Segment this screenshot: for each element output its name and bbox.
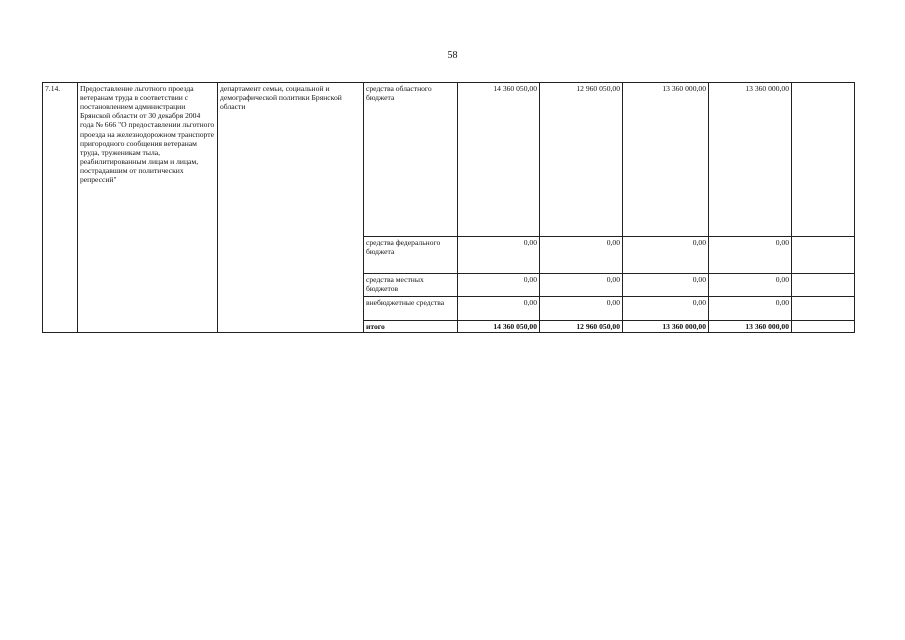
amount-cell: 13 360 000,00 xyxy=(623,83,709,237)
total-amount-cell: 14 360 050,00 xyxy=(458,321,540,333)
total-amount-cell: 13 360 000,00 xyxy=(623,321,709,333)
funding-source: средства местных бюджетов xyxy=(364,274,458,297)
amount-cell: 0,00 xyxy=(623,274,709,297)
total-amount-cell: 13 360 000,00 xyxy=(709,321,792,333)
extra-cell xyxy=(792,321,855,333)
funding-source: средства федерального бюджета xyxy=(364,237,458,274)
total-amount-cell: 12 960 050,00 xyxy=(540,321,623,333)
amount-cell: 0,00 xyxy=(540,237,623,274)
extra-cell xyxy=(792,83,855,237)
budget-table xyxy=(42,82,855,333)
row-index: 7.14. xyxy=(43,83,78,333)
amount-cell: 0,00 xyxy=(458,297,540,321)
amount-cell: 0,00 xyxy=(540,297,623,321)
amount-cell: 0,00 xyxy=(458,237,540,274)
activity-description: Предоставление льготного проезда ветеранам труда в соответствии с постановлением администрации Брянской области от 30 декабря 2004 года № 666 "О предоставлении льготного проезда на железнодорожном транспорте пригородного сообщения ветеранам труда, труженикам тыла, реабилитированным лицам и лицам, пострадавшим от политических репрессий" xyxy=(78,83,218,333)
amount-cell: 0,00 xyxy=(540,274,623,297)
amount-cell: 14 360 050,00 xyxy=(458,83,540,237)
amount-cell: 0,00 xyxy=(623,297,709,321)
extra-cell xyxy=(792,297,855,321)
amount-cell: 12 960 050,00 xyxy=(540,83,623,237)
amount-cell: 13 360 000,00 xyxy=(709,83,792,237)
executor: департамент семьи, социальной и демографической политики Брянской области xyxy=(218,83,364,333)
table-row xyxy=(43,83,855,237)
funding-source: средства областного бюджета xyxy=(364,83,458,237)
amount-cell: 0,00 xyxy=(623,237,709,274)
extra-cell xyxy=(792,274,855,297)
funding-source: итого xyxy=(364,321,458,333)
amount-cell: 0,00 xyxy=(709,274,792,297)
extra-cell xyxy=(792,237,855,274)
amount-cell: 0,00 xyxy=(709,297,792,321)
funding-source: внебюджетные средства xyxy=(364,297,458,321)
amount-cell: 0,00 xyxy=(709,237,792,274)
page-number: 58 xyxy=(447,50,458,61)
amount-cell: 0,00 xyxy=(458,274,540,297)
